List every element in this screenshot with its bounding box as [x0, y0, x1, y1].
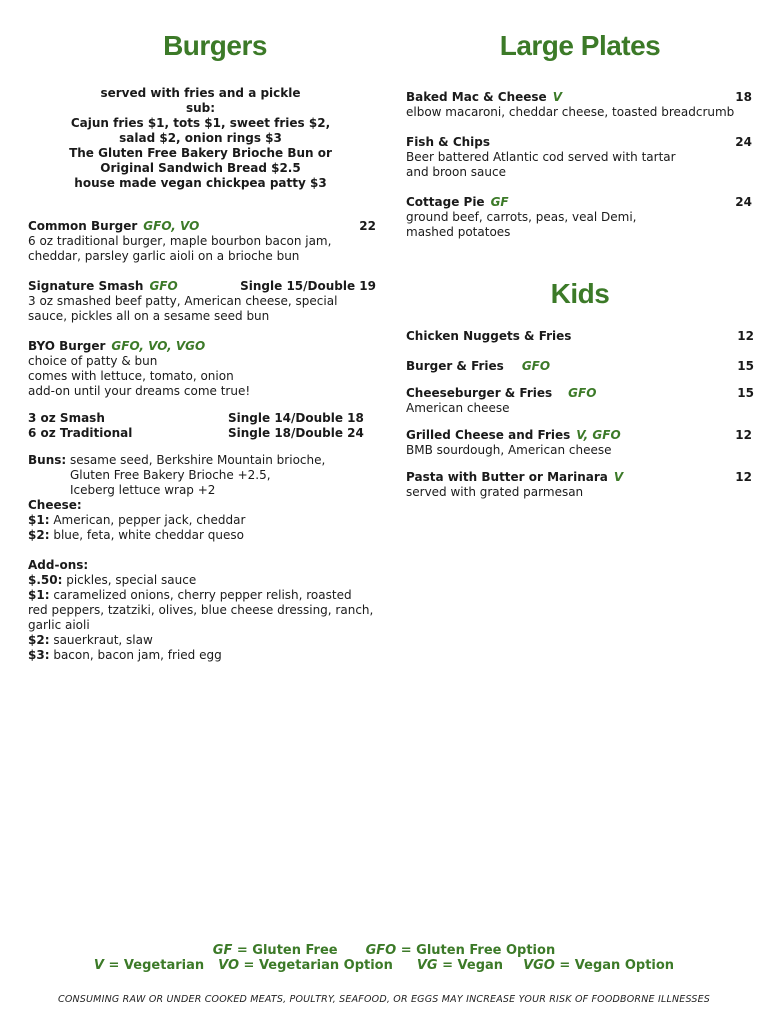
- diet-tags: GF: [490, 195, 509, 209]
- burgers-title: Burgers: [163, 30, 267, 61]
- item-price: 15: [737, 359, 754, 373]
- addon-price: $3:: [28, 648, 50, 662]
- item-desc: BMB sourdough, American cheese: [406, 443, 612, 457]
- diet-tags: GFO, VO, VGO: [111, 339, 206, 353]
- large-plates-column: [406, 90, 752, 240]
- legend-abbr: GFO: [365, 943, 397, 958]
- diet-tags: V, GFO: [576, 428, 621, 442]
- legend-text: = Vegan: [442, 958, 504, 973]
- size-row: [28, 426, 376, 441]
- item-name: Signature Smash: [28, 279, 144, 293]
- item-price: 22: [359, 219, 376, 233]
- item-desc: Beer battered Atlantic cod served with tartar: [406, 150, 676, 164]
- item-name: Cottage Pie: [406, 195, 485, 209]
- diet-tags: GFO: [149, 279, 178, 293]
- item-desc: 6 oz traditional burger, maple bourbon bacon jam,: [28, 234, 332, 248]
- item-desc: served with grated parmesan: [406, 485, 584, 499]
- legend-abbr: VO: [218, 958, 239, 973]
- addons-label: Add-ons:: [28, 558, 89, 572]
- cheese-price: $1:: [28, 513, 50, 527]
- legend-line-1: [0, 943, 768, 959]
- intro-line: served with fries and a pickle: [100, 86, 301, 100]
- menu-item: [406, 135, 752, 180]
- menu-item: [406, 428, 754, 458]
- intro-line: Cajun fries $1, tots $1, sweet fries $2,: [70, 116, 331, 130]
- item-desc: 3 oz smashed beef patty, American cheese, special: [28, 294, 338, 308]
- menu-item: [28, 219, 376, 264]
- item-name: Cheeseburger & Fries: [406, 386, 553, 400]
- item-desc: and broon sauce: [406, 165, 506, 179]
- addon-price: $1:: [28, 588, 50, 602]
- addon-options: sauerkraut, slaw: [53, 633, 153, 647]
- item-name: BYO Burger: [28, 339, 106, 353]
- item-desc: choice of patty & bun: [28, 354, 158, 368]
- menu-item: [406, 359, 754, 374]
- legend-abbr: VGO: [523, 958, 555, 973]
- diet-tags: GFO, VO: [143, 219, 200, 233]
- cheese-price: $2:: [28, 528, 50, 542]
- intro-line: Original Sandwich Bread $2.5: [100, 161, 301, 175]
- item-price: 12: [735, 470, 752, 484]
- legend-text: = Vegan Option: [559, 958, 675, 973]
- cheese-options: American, pepper jack, cheddar: [53, 513, 246, 527]
- addon-options: garlic aioli: [28, 618, 90, 632]
- buns-line: Gluten Free Bakery Brioche +2.5,: [70, 468, 271, 482]
- intro-line: sub:: [185, 101, 216, 115]
- menu-item: [406, 90, 752, 120]
- size-label: 6 oz Traditional: [28, 426, 133, 440]
- diet-tags: GFO: [568, 386, 597, 400]
- intro-line: house made vegan chickpea patty $3: [74, 176, 327, 190]
- menu-item: [28, 339, 376, 399]
- item-desc: ground beef, carrots, peas, veal Demi,: [406, 210, 637, 224]
- large-plates-title: Large Plates: [499, 30, 661, 61]
- diet-tags: V: [552, 90, 562, 104]
- item-name: Fish & Chips: [406, 135, 491, 149]
- addon-options: red peppers, tzatziki, olives, blue cheese dressing, ranch,: [28, 603, 374, 617]
- item-desc: add-on until your dreams come true!: [28, 384, 251, 398]
- menu-item: [406, 386, 754, 416]
- intro-line: salad $2, onion rings $3: [119, 131, 282, 145]
- item-name: Pasta with Butter or Marinara: [406, 470, 608, 484]
- item-price: 24: [735, 135, 752, 149]
- item-name: Baked Mac & Cheese: [406, 90, 547, 104]
- legend-abbr: VG: [416, 958, 438, 973]
- food-safety-warning: CONSUMING RAW OR UNDER COOKED MEATS, POULTRY, SEAFOOD, OR EGGS MAY INCREASE YOUR RISK OF FOODBORNE ILLNESSES: [57, 994, 711, 1005]
- menu-item: [406, 470, 754, 500]
- addon-price: $2:: [28, 633, 50, 647]
- diet-tags: V: [613, 470, 624, 484]
- item-price: 12: [735, 428, 752, 442]
- item-name: Chicken Nuggets & Fries: [406, 329, 572, 343]
- cheese-section: [28, 498, 376, 543]
- addon-options: caramelized onions, cherry pepper relish, roasted: [53, 588, 352, 602]
- item-desc: American cheese: [406, 401, 510, 415]
- menu-item: [28, 279, 376, 324]
- legend-abbr: V: [93, 958, 104, 973]
- menu-item: [406, 329, 754, 344]
- size-price: Single 18/Double 24: [228, 426, 364, 440]
- size-row: [28, 411, 376, 426]
- legend-text: = Gluten Free: [236, 943, 338, 958]
- item-name: Common Burger: [28, 219, 138, 233]
- legend-text: = Gluten Free Option: [400, 943, 556, 958]
- size-price: Single 14/Double 18: [228, 411, 364, 425]
- intro-line: The Gluten Free Bakery Brioche Bun or: [69, 146, 332, 160]
- item-desc: sauce, pickles all on a sesame seed bun: [28, 309, 270, 323]
- kids-title: Kids: [550, 278, 610, 309]
- menu-item: [406, 195, 752, 240]
- cheese-options: blue, feta, white cheddar queso: [53, 528, 244, 542]
- legend-line-2: [0, 958, 768, 974]
- legend-text: = Vegetarian: [108, 958, 205, 973]
- legend-abbr: GF: [212, 943, 233, 958]
- item-price: 15: [737, 386, 754, 400]
- addon-price: $.50:: [28, 573, 63, 587]
- kids-column: [406, 329, 754, 500]
- item-price: 18: [735, 90, 752, 104]
- item-name: Grilled Cheese and Fries: [406, 428, 571, 442]
- buns-line: Iceberg lettuce wrap +2: [70, 483, 216, 497]
- item-desc: mashed potatoes: [406, 225, 511, 239]
- cheese-label: Cheese:: [28, 498, 82, 512]
- size-label: 3 oz Smash: [28, 411, 105, 425]
- addon-options: pickles, special sauce: [66, 573, 197, 587]
- item-desc: cheddar, parsley garlic aioli on a brioche bun: [28, 249, 300, 263]
- addon-options: bacon, bacon jam, fried egg: [53, 648, 222, 662]
- size-options: [28, 411, 376, 441]
- diet-tags: GFO: [521, 359, 551, 373]
- buns-line: sesame seed, Berkshire Mountain brioche,: [70, 453, 326, 467]
- item-name: Burger & Fries: [406, 359, 504, 373]
- item-desc: comes with lettuce, tomato, onion: [28, 369, 234, 383]
- addons-section: [28, 558, 376, 663]
- buns-section: [28, 453, 376, 498]
- buns-label: Buns:: [28, 453, 67, 467]
- item-price: Single 15/Double 19: [240, 279, 376, 293]
- item-price: 24: [735, 195, 752, 209]
- item-price: 12: [737, 329, 754, 343]
- item-desc: elbow macaroni, cheddar cheese, toasted breadcrumb: [406, 105, 735, 119]
- legend-text: = Vegetarian Option: [243, 958, 393, 973]
- burgers-column: [28, 219, 376, 663]
- burgers-intro: [28, 86, 373, 191]
